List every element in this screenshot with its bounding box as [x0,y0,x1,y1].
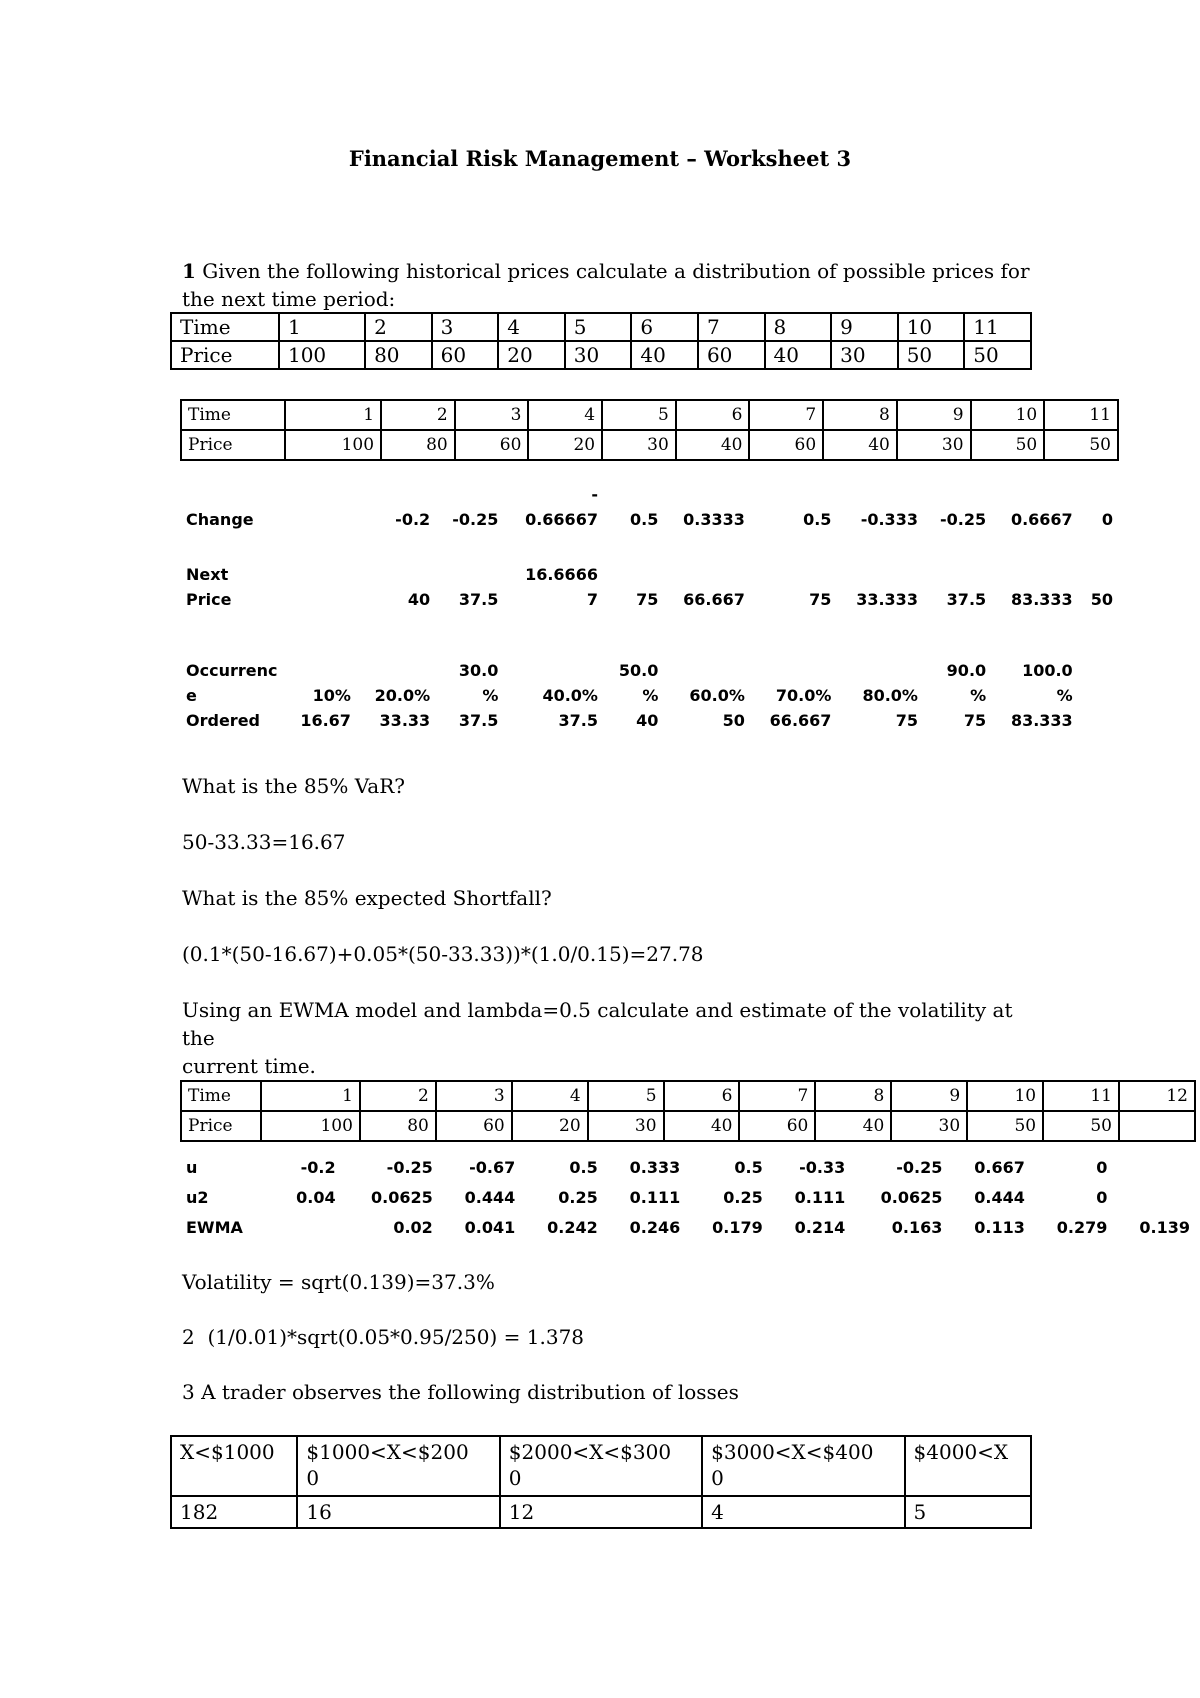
value-cell: 0.139 [1139,1218,1190,1237]
time-cell: 3 [432,313,499,341]
price-cell: 50 [898,341,965,369]
value-cell: -0.25 [386,1158,433,1177]
value-cell: 10% [312,686,351,705]
value-cell: 0.179 [712,1218,763,1237]
value-cell: 83.333 [1010,590,1073,609]
value-cell: -0.2 [395,510,431,529]
time-cell: 5 [588,1081,664,1111]
time-cell: 6 [631,313,698,341]
value-cell: -0.25 [452,510,499,529]
time-cell: 7 [698,313,765,341]
time-cell: 10 [967,1081,1043,1111]
price-cell: 30 [588,1111,664,1141]
value-cell: 40 [407,590,431,609]
value-cell: 0.5 [734,1158,763,1177]
value-cell: 0.5 [630,510,659,529]
value-cell: 0.113 [974,1218,1025,1237]
table-row [181,430,1118,460]
value-cell: 66.667 [769,711,832,730]
ewma-price-table [180,1080,1196,1142]
value-cell: 75 [895,711,918,730]
price-cell: 20 [498,341,565,369]
value-cell [258,1150,274,1180]
value-cell: 0 [1096,1158,1108,1177]
value-cell: 83.333 [1010,711,1073,730]
price-cell: 60 [749,430,823,460]
value-cell [283,532,356,612]
value-cell [1113,1180,1196,1210]
loss-count-cell: 12 [500,1496,702,1528]
question-1-number: 1 [182,259,196,283]
time-cell: 8 [815,1081,891,1111]
value-cell: 0.333 [629,1158,681,1177]
time-cell: 5 [602,400,676,430]
loss-range-header: $1000<X<$200 0 [297,1436,499,1496]
price-cell: 60 [698,341,765,369]
loss-count-cell: 5 [905,1496,1031,1528]
value-cell: 75 [963,711,987,730]
value-cell: 0 [1101,510,1113,529]
value-cell: 66.667 [683,590,745,609]
value-cell: 37.5 [946,590,987,609]
price-cell: 30 [897,430,971,460]
price-history-table [170,312,1032,370]
value-cell: 30.0 % [458,661,499,705]
price-cell: 60 [432,341,499,369]
loss-count-cell: 4 [702,1496,904,1528]
row-label: u2 [186,1188,209,1207]
time-cell: 6 [676,400,750,430]
value-cell: 50 [1090,590,1113,609]
time-cell: 9 [831,313,898,341]
time-cell: 4 [528,400,602,430]
time-cell: 9 [897,400,971,430]
value-cell: 0 [1096,1188,1108,1207]
value-cell: 0.6667 [1010,510,1073,529]
time-cell: 11 [1043,1081,1119,1111]
price-label: Price [181,430,285,460]
time-cell: 6 [664,1081,740,1111]
question-1-body: Given the following historical prices calculate a distribution of possible prices for the next time period: [182,259,1030,311]
value-cell: 80.0% [862,686,918,705]
loss-range-header: $2000<X<$300 0 [500,1436,702,1496]
value-cell [258,1210,274,1240]
value-cell [1079,708,1119,733]
value-cell: 16.67 [300,711,351,730]
price-label: Price [171,341,279,369]
time-cell: 7 [749,400,823,430]
value-cell: 16.6666 7 [525,565,598,609]
value-cell: 33.33 [379,711,431,730]
value-cell: 50.0 % [618,661,659,705]
value-cell: 50 [722,711,745,730]
value-cell: -0.333 [860,510,918,529]
value-cell: 20.0% [374,686,431,705]
loss-range-header: $4000<X [905,1436,1031,1496]
es-answer: (0.1*(50-16.67)+0.05*(50-33.33))*(1.0/0.15)=27.78 [182,942,704,966]
value-cell: 37.5 [458,590,499,609]
u2-row [180,1180,1196,1210]
row-label: Change [186,510,254,529]
price-cell: 20 [512,1111,588,1141]
var-answer: 50-33.33=16.67 [182,830,346,854]
distribution-price-table [180,399,1119,461]
value-cell [1113,1150,1196,1180]
row-label: u [186,1158,198,1177]
row-label: Ordered [186,711,260,730]
loss-count-cell: 16 [297,1496,499,1528]
table-row [181,400,1118,430]
loss-range-header: $3000<X<$400 0 [702,1436,904,1496]
value-cell: 75 [636,590,659,609]
price-cell: 80 [365,341,432,369]
price-cell: 40 [815,1111,891,1141]
time-cell: 12 [1119,1081,1195,1111]
value-cell: 75 [809,590,832,609]
price-cell: 40 [664,1111,740,1141]
time-cell: 1 [285,400,381,430]
table-row [171,341,1031,369]
value-cell: 0.163 [891,1218,943,1237]
row-label: Occurrenc e [186,661,278,705]
time-cell: 10 [971,400,1045,430]
value-cell [1079,612,1119,708]
page-title: Financial Risk Management – Worksheet 3 [348,146,852,171]
row-label: Next Price [186,565,232,609]
value-cell: 70.0% [775,686,832,705]
time-cell: 10 [898,313,965,341]
value-cell: -0.33 [799,1158,846,1177]
value-cell: 60.0% [689,686,745,705]
value-cell: 0.25 [558,1188,598,1207]
loss-distribution-table [170,1435,1032,1529]
value-cell: 0.25 [723,1188,763,1207]
value-cell: 90.0 % [946,661,987,705]
loss-count-cell: 182 [171,1496,297,1528]
price-cell: 50 [1044,430,1118,460]
price-cell: 50 [967,1111,1043,1141]
time-cell: 11 [964,313,1031,341]
price-cell: 40 [765,341,832,369]
value-cell: 100.0 % [1022,661,1073,705]
time-cell: 7 [739,1081,815,1111]
value-cell: 0.3333 [683,510,745,529]
time-cell: 9 [891,1081,967,1111]
price-cell: 50 [1043,1111,1119,1141]
price-cell [1119,1111,1195,1141]
volatility-answer: Volatility = sqrt(0.139)=37.3% [182,1270,495,1294]
time-label: Time [181,400,285,430]
table-row [171,313,1031,341]
next-price-row [180,532,1119,612]
table-row [171,1436,1031,1496]
time-cell: 3 [455,400,529,430]
ordered-row [180,708,1119,733]
value-cell: 0.444 [974,1188,1025,1207]
price-cell: 80 [381,430,455,460]
value-cell [274,1210,342,1240]
value-cell: 0.5 [569,1158,598,1177]
var-question: What is the 85% VaR? [182,774,406,798]
value-cell: 0.0625 [880,1188,943,1207]
distribution-calc-table [180,470,1119,733]
question-1-text [182,257,1042,313]
value-cell: 0.667 [974,1158,1025,1177]
price-cell: 30 [831,341,898,369]
time-label: Time [171,313,279,341]
price-cell: 20 [528,430,602,460]
price-cell: 40 [676,430,750,460]
time-cell: 2 [381,400,455,430]
u-row [180,1150,1196,1180]
time-label: Time [181,1081,261,1111]
price-cell: 30 [602,430,676,460]
value-cell [258,1180,274,1210]
value-cell: 40 [636,711,659,730]
value-cell: -0.2 [300,1158,336,1177]
ewma-calc-table [180,1150,1196,1240]
value-cell: 0.5 [803,510,832,529]
price-cell: 50 [964,341,1031,369]
value-cell: 0.04 [296,1188,336,1207]
table-row [171,1496,1031,1528]
price-cell: 40 [631,341,698,369]
price-cell: 60 [436,1111,512,1141]
value-cell [283,470,356,532]
value-cell: 37.5 [458,711,499,730]
time-cell: 5 [565,313,632,341]
price-cell: 40 [823,430,897,460]
time-cell: 8 [765,313,832,341]
price-label: Price [181,1111,261,1141]
time-cell: 4 [498,313,565,341]
value-cell: 40.0% [542,686,598,705]
value-cell: 33.333 [856,590,918,609]
price-cell: 100 [285,430,381,460]
time-cell: 4 [512,1081,588,1111]
value-cell: 37.5 [558,711,598,730]
value-cell: -0.25 [940,510,987,529]
price-cell: 100 [279,341,365,369]
value-cell: 0.214 [794,1218,846,1237]
time-cell: 1 [261,1081,360,1111]
value-cell: 0.444 [464,1188,516,1207]
time-cell: 8 [823,400,897,430]
time-cell: 2 [365,313,432,341]
row-label: EWMA [186,1218,243,1237]
ewma-row [180,1210,1196,1240]
value-cell: 0.279 [1056,1218,1108,1237]
price-cell: 60 [739,1111,815,1141]
question-2-answer: 2 (1/0.01)*sqrt(0.05*0.95/250) = 1.378 [182,1325,585,1349]
price-cell: 80 [360,1111,436,1141]
value-cell: 0.041 [464,1218,516,1237]
occurrence-row [180,612,1119,708]
value-cell: -0.25 [896,1158,943,1177]
value-cell: 0.02 [393,1218,433,1237]
table-row [181,1111,1195,1141]
value-cell: 0.111 [629,1188,681,1207]
value-cell: 0.111 [794,1188,846,1207]
change-row [180,470,1119,532]
table-row [181,1081,1195,1111]
loss-range-header: X<$1000 [171,1436,297,1496]
value-cell: 0.242 [547,1218,598,1237]
value-cell: -0.67 [469,1158,516,1177]
es-question: What is the 85% expected Shortfall? [182,886,552,910]
time-cell: 1 [279,313,365,341]
price-cell: 30 [565,341,632,369]
price-cell: 50 [971,430,1045,460]
value-cell: 0.0625 [371,1188,433,1207]
value-cell: 0.246 [629,1218,681,1237]
ewma-question: Using an EWMA model and lambda=0.5 calculate and estimate of the volatility at the current time. [182,998,1013,1078]
time-cell: 3 [436,1081,512,1111]
price-cell: 30 [891,1111,967,1141]
price-cell: 100 [261,1111,360,1141]
value-cell: - 0.66667 [525,485,598,529]
time-cell: 11 [1044,400,1118,430]
time-cell: 2 [360,1081,436,1111]
question-3-text: 3 A trader observes the following distribution of losses [182,1380,739,1404]
price-cell: 60 [455,430,529,460]
